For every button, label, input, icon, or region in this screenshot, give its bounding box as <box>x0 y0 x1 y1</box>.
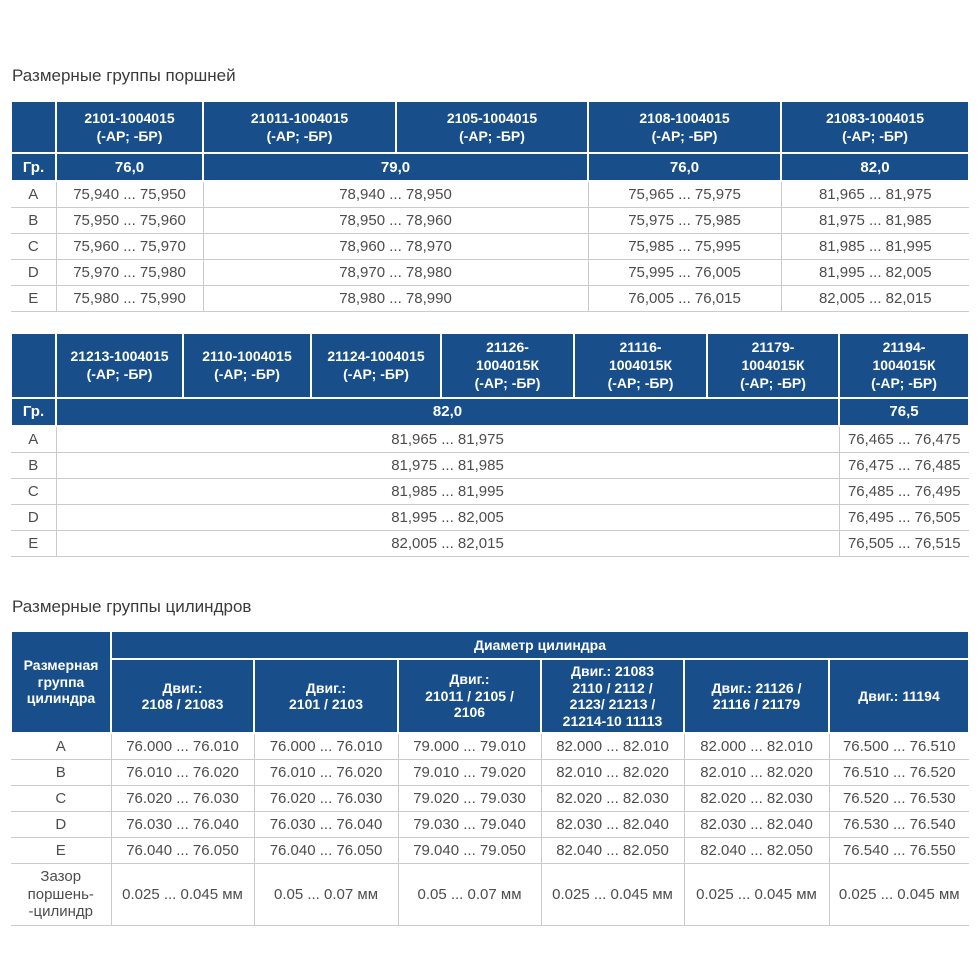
value-cell: 76.040 ... 76.050 <box>111 838 254 864</box>
part-variants: (-АР; -БР) <box>96 128 163 145</box>
value-cell: 76,485 ... 76,495 <box>839 478 969 504</box>
group-cell: B <box>11 452 56 478</box>
part-number: 21213-1004015 <box>70 348 169 365</box>
value-cell: 82.040 ... 82.050 <box>684 838 829 864</box>
value-cell: 76.000 ... 76.010 <box>111 733 254 760</box>
part-number: 1004015К <box>608 357 673 374</box>
pistons-table-secondary <box>10 332 970 557</box>
gap-value-cell: 0.025 ... 0.045 мм <box>541 864 684 926</box>
part-number: 21179- <box>751 339 795 355</box>
gap-row <box>11 864 969 926</box>
diameter-row <box>11 398 969 426</box>
value-cell: 81,965 ... 81,975 <box>56 426 839 453</box>
value-cell: 75,965 ... 75,975 <box>588 181 781 208</box>
gap-value-cell: 0.025 ... 0.045 мм <box>829 864 969 926</box>
part-number: 2105-1004015 <box>446 110 538 126</box>
value-cell: 75,960 ... 75,970 <box>56 234 203 260</box>
size-group-header-line: цилиндра <box>26 690 96 707</box>
value-cell: 76,005 ... 76,015 <box>588 286 781 312</box>
engine-models: 21214-10 11113 <box>562 712 663 729</box>
value-cell: 75,970 ... 75,980 <box>56 260 203 286</box>
value-cell: 78,950 ... 78,960 <box>203 208 588 234</box>
group-cell: C <box>11 234 56 260</box>
value-cell: 82,005 ... 82,015 <box>56 530 839 556</box>
part-variants: (-АР; -БР) <box>607 375 674 392</box>
part-number: 21124-1004015 <box>327 348 425 365</box>
cylinders-table <box>10 630 970 926</box>
value-cell: 79.030 ... 79.040 <box>398 812 541 838</box>
table-row <box>11 286 969 312</box>
engine-label: Двиг.: <box>305 679 347 696</box>
part-variants: (-АР; -БР) <box>343 366 409 383</box>
value-cell: 78,960 ... 78,970 <box>203 234 588 260</box>
engine-header-cell <box>111 659 254 733</box>
value-cell: 76.010 ... 76.020 <box>254 760 398 786</box>
engine-models: 2110 / 2112 / <box>572 679 653 696</box>
value-cell: 75,995 ... 76,005 <box>588 260 781 286</box>
engine-label: Двиг.: 21126 / <box>711 679 802 696</box>
value-cell: 82.000 ... 82.010 <box>541 733 684 760</box>
value-cell: 76,465 ... 76,475 <box>839 426 969 453</box>
corner-cell <box>11 101 56 153</box>
value-cell: 79.010 ... 79.020 <box>398 760 541 786</box>
group-cell: E <box>11 530 56 556</box>
group-cell: A <box>11 426 56 453</box>
gap-value-cell: 0.025 ... 0.045 мм <box>684 864 829 926</box>
value-cell: 76.020 ... 76.030 <box>254 786 398 812</box>
value-cell: 75,975 ... 75,985 <box>588 208 781 234</box>
group-cell: C <box>11 786 111 812</box>
value-cell: 76.020 ... 76.030 <box>111 786 254 812</box>
engine-models: 21116 / 21179 <box>712 696 801 713</box>
value-cell: 79.000 ... 79.010 <box>398 733 541 760</box>
table-row <box>11 760 969 786</box>
engine-models: 2106 <box>453 704 486 721</box>
part-number: 2108-1004015 <box>639 110 730 126</box>
value-cell: 82.000 ... 82.010 <box>684 733 829 760</box>
size-group-header-line: Размерная <box>23 657 99 674</box>
part-header-cell <box>707 333 839 398</box>
corner-cell <box>11 333 56 398</box>
pistons-table-primary <box>10 100 970 312</box>
engine-models: 21011 / 2105 / <box>425 687 514 704</box>
part-number: 21194- <box>882 339 926 355</box>
part-header-cell <box>441 333 574 398</box>
value-cell: 76.500 ... 76.510 <box>829 733 969 760</box>
part-number: 1004015К <box>741 357 805 374</box>
part-variants: (-АР; -БР) <box>214 366 280 383</box>
value-cell: 82.030 ... 82.040 <box>684 812 829 838</box>
part-number: 2110-1004015 <box>202 348 292 365</box>
value-cell: 76.540 ... 76.550 <box>829 838 969 864</box>
gap-label-cell <box>11 864 111 926</box>
value-cell: 81,985 ... 81,995 <box>56 478 839 504</box>
cylinders-section-title: Размерные группы цилиндров <box>12 597 252 616</box>
diameter-cell: 82,0 <box>781 153 969 181</box>
value-cell: 75,950 ... 75,960 <box>56 208 203 234</box>
value-cell: 79.020 ... 79.030 <box>398 786 541 812</box>
table-row <box>11 786 969 812</box>
part-variants: (-АР; -БР) <box>871 375 937 392</box>
part-number: 1004015К <box>872 357 936 374</box>
part-variants: (-АР; -БР) <box>86 366 153 383</box>
engine-header-cell <box>684 659 829 733</box>
part-number: 21011-1004015 <box>250 110 349 126</box>
gap-value-cell: 0.05 ... 0.07 мм <box>398 864 541 926</box>
value-cell: 82.030 ... 82.040 <box>541 812 684 838</box>
value-cell: 81,965 ... 81,975 <box>781 181 969 208</box>
table-row <box>11 181 969 208</box>
value-cell: 75,980 ... 75,990 <box>56 286 203 312</box>
engine-label: Двиг.: <box>162 679 203 696</box>
group-label: Гр. <box>11 398 56 426</box>
part-header-cell <box>781 101 969 153</box>
value-cell: 82,005 ... 82,015 <box>781 286 969 312</box>
value-cell: 75,985 ... 75,995 <box>588 234 781 260</box>
value-cell: 82.020 ... 82.030 <box>541 786 684 812</box>
value-cell: 81,985 ... 81,995 <box>781 234 969 260</box>
gap-label-line: -цилиндр <box>28 903 93 921</box>
value-cell: 76,475 ... 76,485 <box>839 452 969 478</box>
group-cell: A <box>11 733 111 760</box>
diameter-cell: 76,0 <box>56 153 203 181</box>
header-row <box>11 333 969 398</box>
part-header-cell <box>396 101 588 153</box>
value-cell: 79.040 ... 79.050 <box>398 838 541 864</box>
value-cell: 76.520 ... 76.530 <box>829 786 969 812</box>
part-header-cell <box>574 333 707 398</box>
value-cell: 76.510 ... 76.520 <box>829 760 969 786</box>
diameter-cell: 79,0 <box>203 153 588 181</box>
engine-label: Двиг.: 11194 <box>858 687 940 704</box>
diameter-cell: 76,0 <box>588 153 781 181</box>
engine-header-cell <box>541 659 684 733</box>
part-header-cell <box>56 333 183 398</box>
part-variants: (-АР; -БР) <box>651 128 718 145</box>
part-header-cell <box>56 101 203 153</box>
part-header-cell <box>839 333 969 398</box>
group-label: Гр. <box>11 153 56 181</box>
group-cell: E <box>11 838 111 864</box>
part-header-cell <box>183 333 311 398</box>
value-cell: 75,940 ... 75,950 <box>56 181 203 208</box>
value-cell: 78,970 ... 78,980 <box>203 260 588 286</box>
part-number: 1004015К <box>475 357 540 374</box>
engine-label: Двиг.: <box>449 671 490 688</box>
gap-label-line: Зазор <box>40 868 82 886</box>
group-cell: A <box>11 181 56 208</box>
part-header-cell <box>311 333 441 398</box>
value-cell: 76,495 ... 76,505 <box>839 504 969 530</box>
value-cell: 81,995 ... 82,005 <box>781 260 969 286</box>
diameter-row <box>11 153 969 181</box>
header-row <box>11 631 969 659</box>
diameter-cell: 76,5 <box>839 398 969 426</box>
engine-header-cell <box>829 659 969 733</box>
group-cell: D <box>11 504 56 530</box>
engine-header-row <box>11 659 969 733</box>
part-number: 21116- <box>619 339 662 355</box>
value-cell: 76.040 ... 76.050 <box>254 838 398 864</box>
part-header-cell <box>203 101 396 153</box>
value-cell: 81,975 ... 81,985 <box>56 452 839 478</box>
value-cell: 76.030 ... 76.040 <box>254 812 398 838</box>
size-group-header <box>11 631 111 733</box>
table-row <box>11 208 969 234</box>
part-variants: (-АР; -БР) <box>474 375 541 392</box>
value-cell: 76.530 ... 76.540 <box>829 812 969 838</box>
engine-models: 2108 / 21083 <box>141 696 224 713</box>
value-cell: 82.010 ... 82.020 <box>684 760 829 786</box>
engine-header-cell <box>398 659 541 733</box>
part-variants: (-АР; -БР) <box>740 375 806 392</box>
part-header-cell <box>588 101 781 153</box>
value-cell: 76,505 ... 76,515 <box>839 530 969 556</box>
value-cell: 81,975 ... 81,985 <box>781 208 969 234</box>
engine-header-cell <box>254 659 398 733</box>
value-cell: 76.000 ... 76.010 <box>254 733 398 760</box>
group-cell: E <box>11 286 56 312</box>
gap-label-line: поршень- <box>27 885 94 903</box>
diameter-band-header: Диаметр цилиндра <box>111 631 969 659</box>
group-cell: B <box>11 760 111 786</box>
part-number: 21083-1004015 <box>825 110 925 126</box>
group-cell: D <box>11 260 56 286</box>
header-row <box>11 101 969 153</box>
value-cell: 81,995 ... 82,005 <box>56 504 839 530</box>
part-number: 2101-1004015 <box>84 110 175 126</box>
table-row <box>11 504 969 530</box>
part-variants: (-АР; -БР) <box>842 128 908 145</box>
table-row <box>11 838 969 864</box>
table-row <box>11 812 969 838</box>
value-cell: 78,940 ... 78,950 <box>203 181 588 208</box>
table-row <box>11 234 969 260</box>
engine-models: 2101 / 2103 <box>289 696 363 713</box>
group-cell: B <box>11 208 56 234</box>
table-row <box>11 426 969 453</box>
table-row <box>11 260 969 286</box>
gap-value-cell: 0.05 ... 0.07 мм <box>254 864 398 926</box>
value-cell: 76.010 ... 76.020 <box>111 760 254 786</box>
value-cell: 82.020 ... 82.030 <box>684 786 829 812</box>
table-row <box>11 478 969 504</box>
part-variants: (-АР; -БР) <box>266 128 333 145</box>
value-cell: 78,980 ... 78,990 <box>203 286 588 312</box>
diameter-cell: 82,0 <box>56 398 839 426</box>
part-variants: (-АР; -БР) <box>459 128 525 145</box>
value-cell: 82.040 ... 82.050 <box>541 838 684 864</box>
value-cell: 82.010 ... 82.020 <box>541 760 684 786</box>
size-group-header-line: группа <box>37 673 85 690</box>
pistons-section-title: Размерные группы поршней <box>12 66 236 85</box>
engine-models: 2123/ 21213 / <box>569 696 656 713</box>
table-row <box>11 452 969 478</box>
table-row <box>11 530 969 556</box>
part-number: 21126- <box>486 339 529 355</box>
table-row <box>11 733 969 760</box>
group-cell: C <box>11 478 56 504</box>
gap-value-cell: 0.025 ... 0.045 мм <box>111 864 254 926</box>
group-cell: D <box>11 812 111 838</box>
engine-label: Двиг.: 21083 <box>571 663 654 679</box>
value-cell: 76.030 ... 76.040 <box>111 812 254 838</box>
